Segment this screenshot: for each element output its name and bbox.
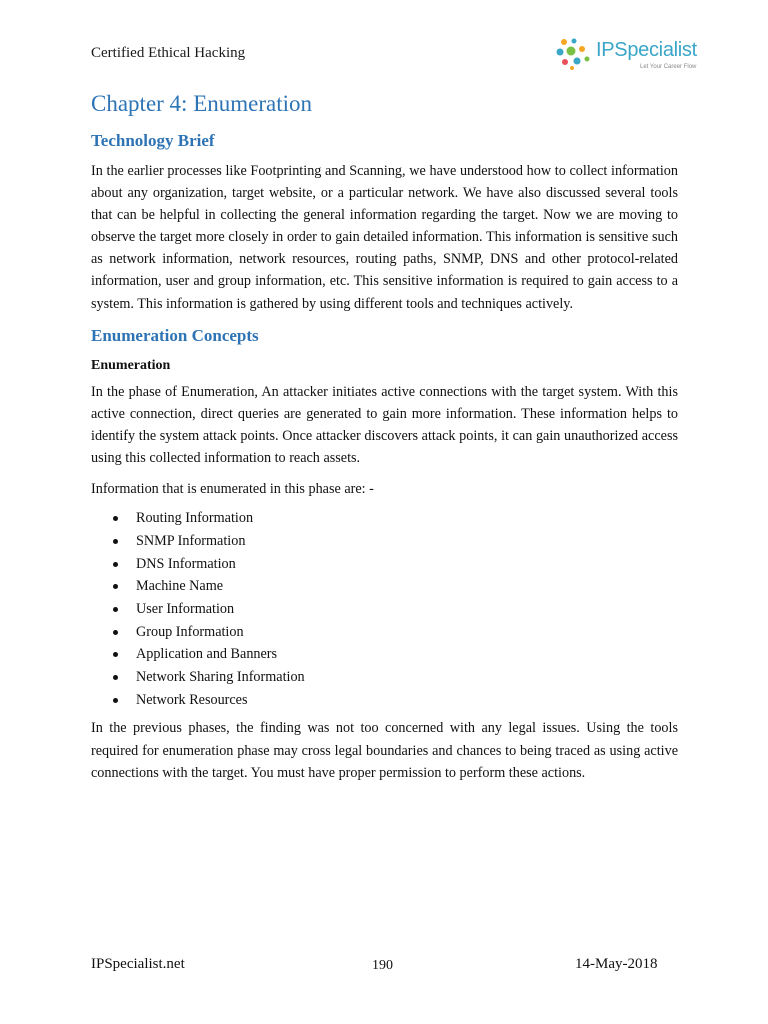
enumerated-info-list <box>91 507 678 711</box>
list-item: Network Resources <box>91 689 678 712</box>
page-content <box>91 86 678 784</box>
enumeration-paragraph-2: In the previous phases, the finding was not too concerned with any legal issues. Using the tools required for enumeration phase may cross legal boundaries and chances to being traced as using active connections with the target. You must have proper permission to perform these actions. <box>91 720 678 781</box>
logo-dots-icon <box>556 37 596 71</box>
chapter-title: Chapter 4: Enumeration <box>91 91 312 116</box>
list-item: Application and Banners <box>91 643 678 666</box>
technology-brief-heading: Technology Brief <box>91 131 215 150</box>
list-item: Machine Name <box>91 575 678 598</box>
list-item: DNS Information <box>91 553 678 576</box>
footer-site: IPSpecialist.net <box>91 956 185 972</box>
logo-name: IPSpecialist <box>596 39 697 61</box>
header-title: Certified Ethical Hacking <box>91 45 246 61</box>
technology-brief-paragraph: In the earlier processes like Footprinting and Scanning, we have understood how to collect information about any organization, target website, or a particular network. We have also discussed several tools that can be helpful in collecting the general information regarding the target. Now we are moving to observe the target more closely in order to gain detailed information. This information is sensitive such as network information, network resources, routing paths, SNMP, DNS and other protocol-related information, user and group information, etc. This sensitive information is required to gain access to a system. This information is gathered by using different tools and techniques actively. <box>91 163 678 312</box>
footer-page-number: 190 <box>372 958 393 973</box>
logo-tagline: Let Your Career Flow <box>640 64 697 70</box>
enumeration-concepts-heading: Enumeration Concepts <box>91 325 259 345</box>
list-item: Network Sharing Information <box>91 666 678 689</box>
enumeration-paragraph-1: In the phase of Enumeration, An attacker initiates active connections with the target system. With this active connection, direct queries are generated to gain more information. These information helps to identify the system attack points. Once attacker discovers attack points, it can gain unauthorized access using this collected information to reach assets. <box>91 383 678 466</box>
ipspecialist-logo <box>556 37 706 73</box>
list-intro: Information that is enumerated in this phase are: - <box>91 481 374 498</box>
footer-date: 14-May-2018 <box>575 956 658 972</box>
list-item: Routing Information <box>91 507 678 530</box>
list-item: SNMP Information <box>91 530 678 553</box>
list-item: User Information <box>91 598 678 621</box>
enumeration-subheading: Enumeration <box>91 357 171 373</box>
list-item: Group Information <box>91 621 678 644</box>
